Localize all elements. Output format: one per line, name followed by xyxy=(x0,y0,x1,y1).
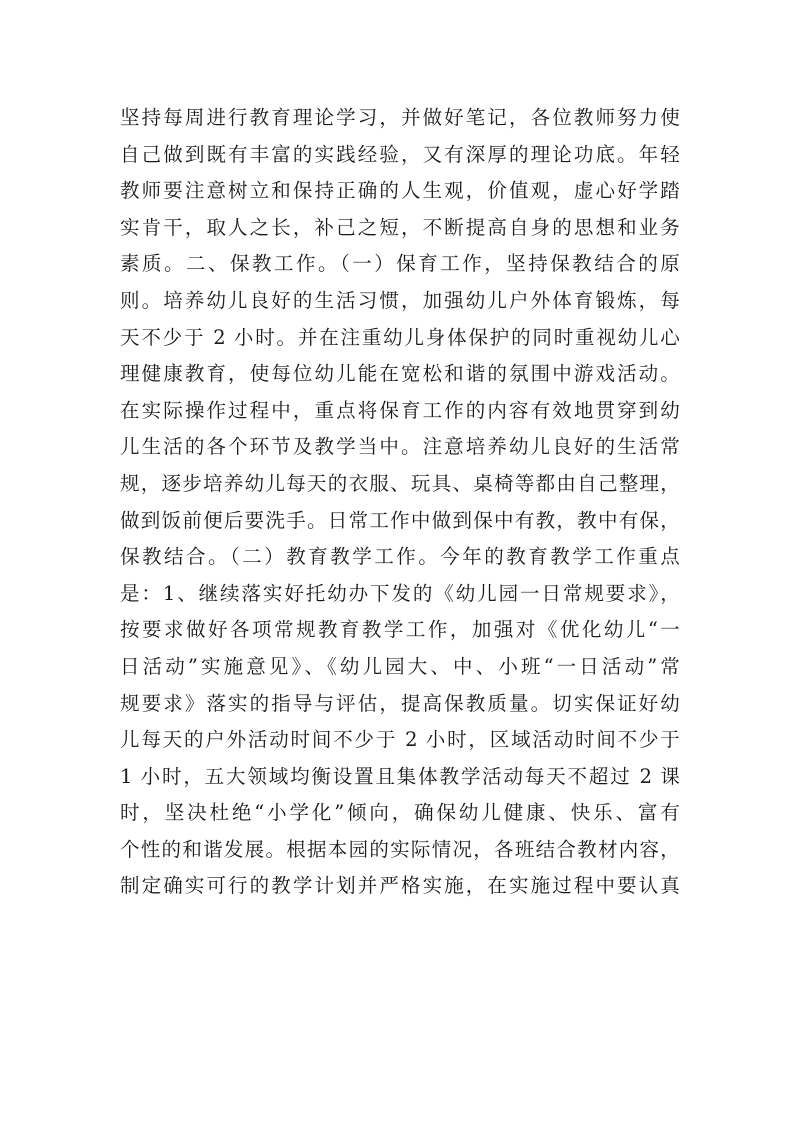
text-line-13: 保教结合。（二）教育教学工作。今年的教育教学工作重点 xyxy=(120,545,680,569)
text-line-6: 则。培养幼儿良好的生活习惯，加强幼儿户外体育锻炼，每 xyxy=(120,288,680,312)
text-line-7: 天不少于 2 小时。并在注重幼儿身体保护的同时重视幼儿心 xyxy=(120,325,680,349)
text-line-20: 时，坚决杜绝“小学化”倾向，确保幼儿健康、快乐、富有 xyxy=(120,801,680,825)
text-line-21: 个性的和谐发展。根据本园的实际情况，各班结合教材内容， xyxy=(120,837,680,861)
text-line-15: 按要求做好各项常规教育教学工作，加强对《优化幼儿“一 xyxy=(120,618,680,642)
text-line-12: 做到饭前便后要洗手。日常工作中做到保中有教，教中有保， xyxy=(120,508,680,532)
text-line-14: 是：1、继续落实好托幼办下发的《幼儿园一日常规要求》， xyxy=(120,581,680,605)
text-line-19: 1 小时，五大领域均衡设置且集体教学活动每天不超过 2 课 xyxy=(120,764,680,788)
text-line-3: 教师要注意树立和保持正确的人生观，价值观，虚心好学踏 xyxy=(120,179,680,203)
text-line-18: 儿每天的户外活动时间不少于 2 小时，区域活动时间不少于 xyxy=(120,728,680,752)
text-line-2: 自己做到既有丰富的实践经验，又有深厚的理论功底。年轻 xyxy=(120,142,680,166)
text-line-11: 规，逐步培养幼儿每天的衣服、玩具、桌椅等都由自己整理， xyxy=(120,471,680,495)
text-line-1: 坚持每周进行教育理论学习，并做好笔记，各位教师努力使 xyxy=(120,106,680,129)
text-line-16: 日活动”实施意见》、《幼儿园大、中、小班“一日活动”常 xyxy=(120,654,680,678)
text-line-4: 实肯干，取人之长，补己之短，不断提高自身的思想和业务 xyxy=(120,215,680,239)
text-line-5: 素质。二、保教工作。（一）保育工作，坚持保教结合的原 xyxy=(120,252,680,276)
text-line-10: 儿生活的各个环节及教学当中。注意培养幼儿良好的生活常 xyxy=(120,435,680,459)
text-line-17: 规要求》落实的指导与评估，提高保教质量。切实保证好幼 xyxy=(120,691,680,715)
text-line-9: 在实际操作过程中，重点将保育工作的内容有效地贯穿到幼 xyxy=(120,398,680,422)
text-line-22: 制定确实可行的教学计划并严格实施，在实施过程中要认真 xyxy=(120,874,680,898)
body-text xyxy=(120,100,680,905)
text-line-8: 理健康教育，使每位幼儿能在宽松和谐的氛围中游戏活动。 xyxy=(120,362,680,386)
